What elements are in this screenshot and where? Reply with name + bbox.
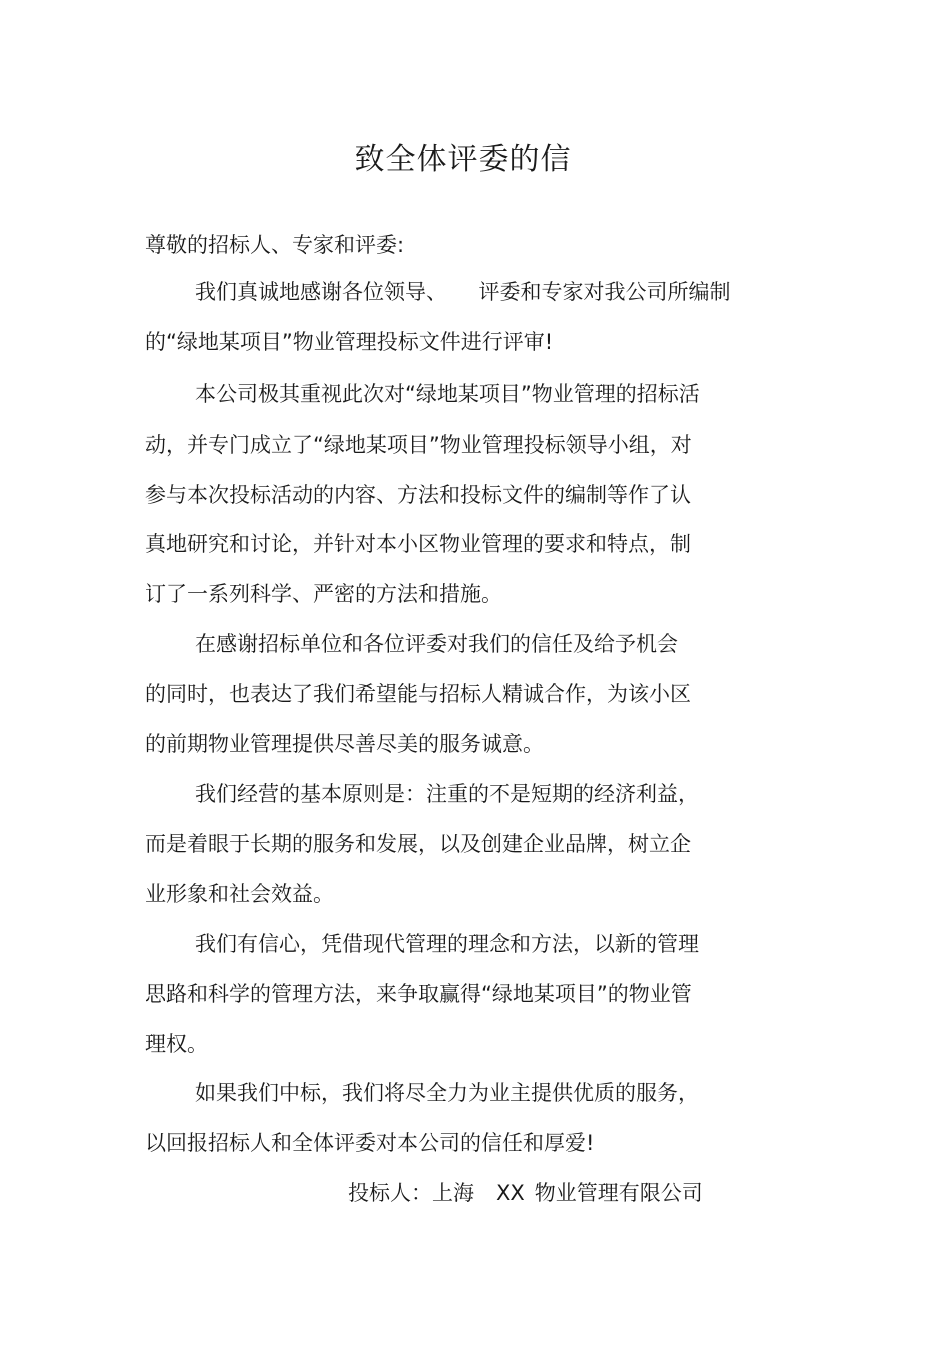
paragraph-4-line-3: 业形象和社会效益。 <box>145 882 334 906</box>
paragraph-6-line-2: 以回报招标人和全体评委对本公司的信任和厚爱! <box>145 1131 595 1155</box>
paragraph-2-line-5: 订了一系列科学、严密的方法和措施。 <box>145 582 502 606</box>
signature-company-code: XX <box>496 1181 525 1205</box>
paragraph-1-line-1: 我们真诚地感谢各位领导、 评委和专家对我公司所编制 <box>195 280 731 304</box>
paragraph-2-line-2: 动，并专门成立了“绿地某项目”物业管理投标领导小组，对 <box>145 433 692 457</box>
paragraph-5-line-2: 思路和科学的管理方法，来争取赢得“绿地某项目”的物业管 <box>145 982 692 1006</box>
paragraph-5-line-1: 我们有信心，凭借现代管理的理念和方法，以新的管理 <box>195 932 699 956</box>
paragraph-3-line-1: 在感谢招标单位和各位评委对我们的信任及给予机会 <box>195 632 678 656</box>
paragraph-3-line-3: 的前期物业管理提供尽善尽美的服务诚意。 <box>145 732 544 756</box>
paragraph-5-line-3: 理权。 <box>145 1032 208 1056</box>
salutation: 尊敬的招标人、专家和评委: <box>145 233 405 257</box>
paragraph-2-line-3: 参与本次投标活动的内容、方法和投标文件的编制等作了认 <box>145 483 691 507</box>
signature-label: 投标人：上海 <box>348 1181 474 1205</box>
paragraph-1-line-2: 的“绿地某项目”物业管理投标文件进行评审! <box>145 330 554 354</box>
signature-line <box>348 1178 703 1208</box>
signature-company-name: 物业管理有限公司 <box>534 1181 703 1205</box>
paragraph-4-line-1: 我们经营的基本原则是：注重的不是短期的经济利益， <box>195 782 699 806</box>
letter-title: 致全体评委的信 <box>354 142 572 177</box>
paragraph-2-line-1: 本公司极其重视此次对“绿地某项目”物业管理的招标活 <box>195 382 700 406</box>
paragraph-2-line-4: 真地研究和讨论，并针对本小区物业管理的要求和特点，制 <box>145 532 691 556</box>
paragraph-3-line-2: 的同时，也表达了我们希望能与招标人精诚合作，为该小区 <box>145 682 691 706</box>
paragraph-6-line-1: 如果我们中标，我们将尽全力为业主提供优质的服务， <box>195 1081 699 1105</box>
paragraph-4-line-2: 而是着眼于长期的服务和发展，以及创建企业品牌，树立企 <box>145 832 691 856</box>
